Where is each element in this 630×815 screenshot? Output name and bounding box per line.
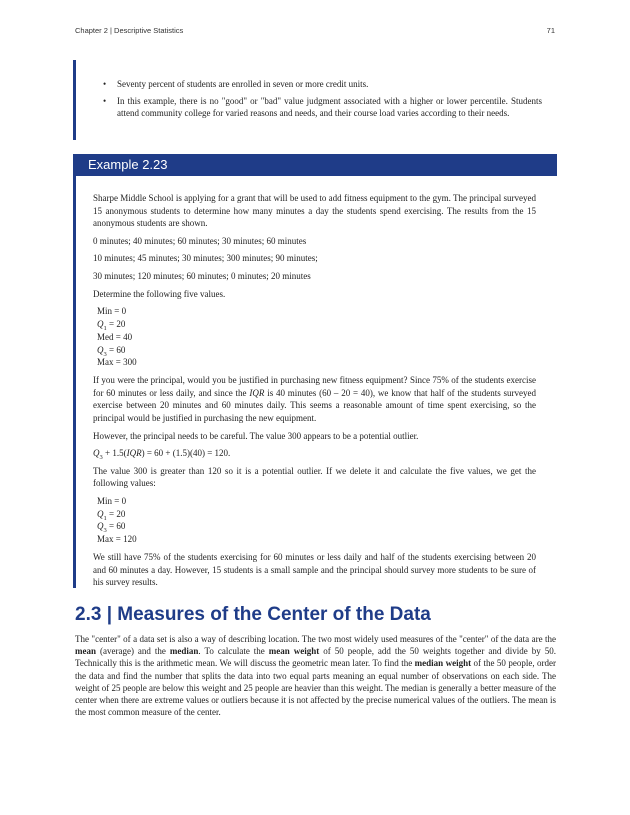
q1-value: $Q_1 = 20$ <box>97 318 126 332</box>
bullet-icon: • <box>103 95 107 106</box>
note-list <box>103 78 542 124</box>
determine-text: Determine the following five values. <box>93 288 226 299</box>
median-value: Med = 40 <box>97 331 133 342</box>
bullet-icon: • <box>103 79 107 89</box>
example-title: Example 2.23 <box>88 157 168 172</box>
careful-paragraph: However, the principal needs to be careful. The value 300 appears to be a potential outlier. <box>93 430 419 441</box>
note-box <box>73 60 560 140</box>
five-number-summary <box>97 305 536 369</box>
list-item <box>103 78 542 91</box>
min-value: Min = 0 <box>97 495 127 506</box>
chapter-title: Chapter 2 | Descriptive Statistics <box>75 26 184 35</box>
data-line: 10 minutes; 45 minutes; 30 minutes; 300 minutes; 90 minutes; <box>93 253 318 264</box>
outlier-paragraph: The value 300 is greater than 120 so it is a potential outlier. If we delete it and calculate the five values, we get the following values: <box>93 465 536 489</box>
min-value: Min = 0 <box>97 306 127 317</box>
conclusion-paragraph: We still have 75% of the students exercising for 60 minutes or less daily and half of the students exercising between 20 and 60 minutes a day. However, 15 students is a small sample and the principal should survey more students to be sure of his survey results. <box>93 552 536 588</box>
max-value: Max = 300 <box>97 357 137 368</box>
q3-value: $Q_3 = 60$ <box>97 344 126 358</box>
outlier-formula: $Q_3 + 1.5(IQR) = 60 + (1.5)(40) = 120$. <box>93 448 231 461</box>
page-number: 71 <box>546 26 555 35</box>
max-value: Max = 120 <box>97 534 137 545</box>
example-body <box>93 192 536 594</box>
data-line: 30 minutes; 120 minutes; 60 minutes; 0 minutes; 20 minutes <box>93 270 311 281</box>
q1-value: $Q_1 = 20$ <box>97 508 126 522</box>
section-paragraph: The "center" of a data set is also a way of describing location. The two most widely used measures of the "center" of the data are the mean (average) and the median. To calculate the mean weight of 50 people, add the 50 weights together and divide by 50. Technically this is the arithmetic mean. We will discuss the geometric mean later. To find the median weight of the 50 people, order the data and find the number that splits the data into two equal parts meaning an equal number of observations on each side. The weight of 25 people are below this weight and 25 people are heavier than this weight. The median is generally a better measure of the center when there are extreme values or outliers because it is not affected by the precise numerical values of the outliers. The mean is the most common measure of the center. <box>75 634 557 718</box>
example-intro: Sharpe Middle School is applying for a grant that will be used to add fitness equipment to the gym. The principal surveyed 15 anonymous students to determine how many minutes a day the students spend exercising. The results from the 15 anonymous students are shown. <box>93 193 536 229</box>
list-item <box>103 95 542 120</box>
five-number-summary-revised <box>97 495 536 546</box>
data-line: 0 minutes; 40 minutes; 60 minutes; 30 minutes; 60 minutes <box>93 235 307 246</box>
question-paragraph: If you were the principal, would you be justified in purchasing new fitness equipment? Since 75% of the students exercise for 60 minutes or less daily, and since the IQR is 40 minutes (60 – 20 = 40), we know that half of the students surveyed exercise between 20 minutes and 60 minutes daily. This seems a reasonable amount of time spent exercising, so the principal would be justified in purchasing the new equipment. <box>93 375 537 423</box>
q3-value: $Q_3 = 60$ <box>97 521 126 535</box>
note-text: In this example, there is no "good" or "bad" value judgment associated with a higher or lower percentile. Students attend community college for varied reasons and needs, and their course load varies according to their needs. <box>117 95 542 118</box>
running-header <box>75 26 555 38</box>
section-title: 2.3 | Measures of the Center of the Data <box>75 604 431 625</box>
note-text: Seventy percent of students are enrolled in seven or more credit units. <box>117 79 369 89</box>
example-header <box>73 154 557 176</box>
